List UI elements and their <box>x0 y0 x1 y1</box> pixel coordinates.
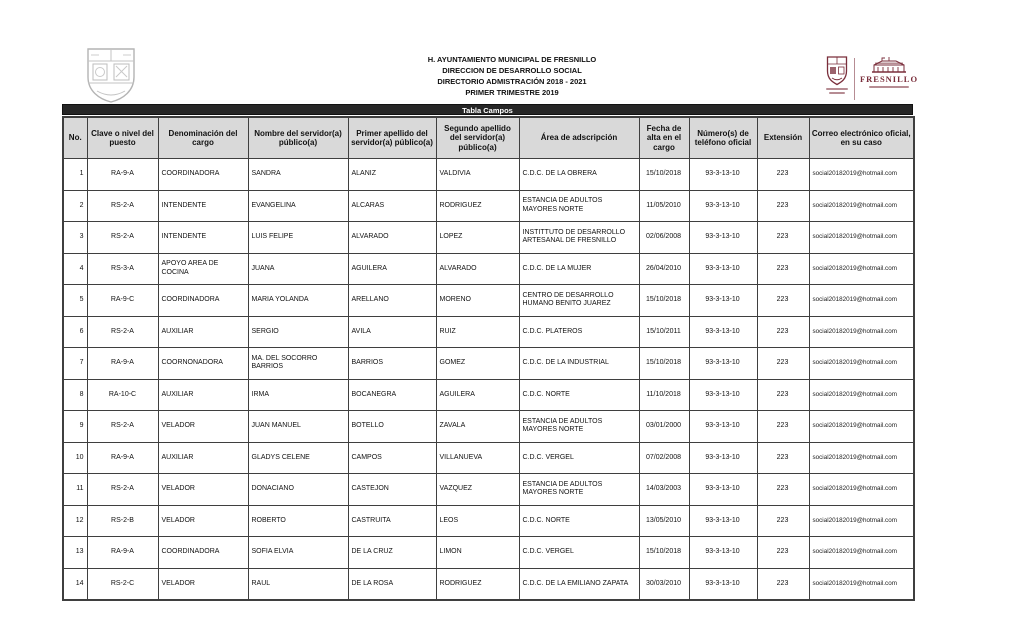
cell-no: 14 <box>63 568 87 600</box>
fresnillo-logo <box>860 56 918 88</box>
table-caption: Tabla Campos <box>62 104 913 115</box>
cell-denominacion: COORDINADORA <box>158 159 248 191</box>
cell-primer-apellido: ALANIZ <box>348 159 436 191</box>
cell-no: 3 <box>63 222 87 254</box>
cell-segundo-apellido: LOPEZ <box>436 222 519 254</box>
cell-denominacion: COORNONADORA <box>158 348 248 380</box>
cell-denominacion: VELADOR <box>158 568 248 600</box>
cell-primer-apellido: DE LA ROSA <box>348 568 436 600</box>
cell-telefono: 93-3-13-10 <box>689 537 757 569</box>
cell-primer-apellido: ALVARADO <box>348 222 436 254</box>
cell-telefono: 93-3-13-10 <box>689 568 757 600</box>
cell-telefono: 93-3-13-10 <box>689 253 757 285</box>
cell-denominacion: COORDINADORA <box>158 537 248 569</box>
cell-no: 11 <box>63 474 87 506</box>
cell-extension: 223 <box>757 253 809 285</box>
cell-nombre: MARIA YOLANDA <box>248 285 348 317</box>
column-header-primer-apellido: Primer apellido del servidor(a) público(a) <box>348 117 436 159</box>
cell-fecha: 11/05/2010 <box>639 190 689 222</box>
cell-area: INSTITTUTO DE DESARROLLO ARTESANAL DE FRESNILLO <box>519 222 639 254</box>
cell-primer-apellido: ARELLANO <box>348 285 436 317</box>
state-crest-caption-line-2 <box>829 92 845 94</box>
column-header-telefono: Número(s) de teléfono oficial <box>689 117 757 159</box>
logo-group <box>822 56 918 106</box>
column-header-correo: Correo electrónico oficial, en su caso <box>809 117 914 159</box>
cell-denominacion: AUXILIAR <box>158 379 248 411</box>
cell-clave: RS-3-A <box>87 253 158 285</box>
cell-nombre: MA. DEL SOCORRO BARRIOS <box>248 348 348 380</box>
directory-table-wrap <box>62 104 913 601</box>
cell-nombre: SOFIA ELVIA <box>248 537 348 569</box>
cell-area: C.D.C. PLATEROS <box>519 316 639 348</box>
cell-extension: 223 <box>757 159 809 191</box>
cell-no: 7 <box>63 348 87 380</box>
cell-extension: 223 <box>757 442 809 474</box>
table-row <box>63 253 914 285</box>
cell-correo: social20182019@hotmail.com <box>809 474 914 506</box>
cell-extension: 223 <box>757 285 809 317</box>
table-row <box>63 537 914 569</box>
cell-no: 5 <box>63 285 87 317</box>
cell-area: CENTRO DE DESARROLLO HUMANO BENITO JUAREZ <box>519 285 639 317</box>
cell-segundo-apellido: VILLANUEVA <box>436 442 519 474</box>
cell-extension: 223 <box>757 222 809 254</box>
cell-telefono: 93-3-13-10 <box>689 190 757 222</box>
cell-no: 10 <box>63 442 87 474</box>
cell-telefono: 93-3-13-10 <box>689 442 757 474</box>
cell-denominacion: VELADOR <box>158 411 248 443</box>
table-row <box>63 348 914 380</box>
cell-correo: social20182019@hotmail.com <box>809 442 914 474</box>
cell-area: ESTANCIA DE ADULTOS MAYORES NORTE <box>519 411 639 443</box>
cell-telefono: 93-3-13-10 <box>689 222 757 254</box>
cell-area: C.D.C. VERGEL <box>519 537 639 569</box>
cell-correo: social20182019@hotmail.com <box>809 316 914 348</box>
cell-primer-apellido: BOCANEGRA <box>348 379 436 411</box>
table-row <box>63 190 914 222</box>
cell-extension: 223 <box>757 348 809 380</box>
cell-correo: social20182019@hotmail.com <box>809 568 914 600</box>
cell-fecha: 26/04/2010 <box>639 253 689 285</box>
cell-primer-apellido: AVILA <box>348 316 436 348</box>
cell-denominacion: APOYO AREA DE COCINA <box>158 253 248 285</box>
fresnillo-wordmark: FRESNILLO <box>859 74 919 84</box>
cell-fecha: 02/06/2008 <box>639 222 689 254</box>
cell-segundo-apellido: LEOS <box>436 505 519 537</box>
column-header-segundo-apellido: Segundo apellido del servidor(a) público(a) <box>436 117 519 159</box>
cell-segundo-apellido: RODRIGUEZ <box>436 568 519 600</box>
cell-denominacion: VELADOR <box>158 505 248 537</box>
municipal-crest-outline-icon <box>85 47 137 110</box>
cell-extension: 223 <box>757 411 809 443</box>
cell-area: C.D.C. DE LA EMILIANO ZAPATA <box>519 568 639 600</box>
table-row <box>63 316 914 348</box>
cell-nombre: IRMA <box>248 379 348 411</box>
cell-extension: 223 <box>757 316 809 348</box>
state-crest-caption-line <box>826 88 848 90</box>
cell-correo: social20182019@hotmail.com <box>809 379 914 411</box>
cell-clave: RS-2-A <box>87 474 158 506</box>
cell-fecha: 07/02/2008 <box>639 442 689 474</box>
cell-denominacion: INTENDENTE <box>158 190 248 222</box>
cell-primer-apellido: ALCARAS <box>348 190 436 222</box>
cell-correo: social20182019@hotmail.com <box>809 285 914 317</box>
cell-area: ESTANCIA DE ADULTOS MAYORES NORTE <box>519 190 639 222</box>
document-title-block <box>262 54 762 98</box>
cell-segundo-apellido: VALDIVIA <box>436 159 519 191</box>
cell-nombre: RAUL <box>248 568 348 600</box>
cell-clave: RS-2-A <box>87 222 158 254</box>
cell-clave: RS-2-A <box>87 190 158 222</box>
cell-clave: RS-2-C <box>87 568 158 600</box>
cell-segundo-apellido: RUIZ <box>436 316 519 348</box>
column-header-nombre: Nombre del servidor(a) público(a) <box>248 117 348 159</box>
cell-primer-apellido: CASTEJON <box>348 474 436 506</box>
cell-no: 6 <box>63 316 87 348</box>
table-row <box>63 379 914 411</box>
cell-clave: RA-9-A <box>87 348 158 380</box>
cell-segundo-apellido: RODRIGUEZ <box>436 190 519 222</box>
cell-fecha: 13/05/2010 <box>639 505 689 537</box>
cell-no: 4 <box>63 253 87 285</box>
cell-no: 13 <box>63 537 87 569</box>
cell-nombre: SERGIO <box>248 316 348 348</box>
cell-nombre: DONACIANO <box>248 474 348 506</box>
cell-telefono: 93-3-13-10 <box>689 474 757 506</box>
column-header-fecha: Fecha de alta en el cargo <box>639 117 689 159</box>
cell-nombre: GLADYS CELENE <box>248 442 348 474</box>
cell-clave: RS-2-B <box>87 505 158 537</box>
cell-telefono: 93-3-13-10 <box>689 505 757 537</box>
cell-denominacion: AUXILIAR <box>158 316 248 348</box>
cell-correo: social20182019@hotmail.com <box>809 411 914 443</box>
cell-correo: social20182019@hotmail.com <box>809 222 914 254</box>
cell-clave: RS-2-A <box>87 411 158 443</box>
cell-fecha: 15/10/2018 <box>639 348 689 380</box>
cell-nombre: EVANGELINA <box>248 190 348 222</box>
cell-correo: social20182019@hotmail.com <box>809 159 914 191</box>
cell-fecha: 14/03/2003 <box>639 474 689 506</box>
cell-area: C.D.C. VERGEL <box>519 442 639 474</box>
table-row <box>63 505 914 537</box>
table-row <box>63 568 914 600</box>
cell-extension: 223 <box>757 379 809 411</box>
cell-clave: RA-9-A <box>87 537 158 569</box>
cell-extension: 223 <box>757 190 809 222</box>
state-crest-icon <box>822 56 851 94</box>
title-line-direction: DIRECCION DE DESARROLLO SOCIAL <box>442 66 582 75</box>
cell-segundo-apellido: ZAVALA <box>436 411 519 443</box>
column-header-denominacion: Denominación del cargo <box>158 117 248 159</box>
cell-no: 1 <box>63 159 87 191</box>
cell-telefono: 93-3-13-10 <box>689 159 757 191</box>
cell-correo: social20182019@hotmail.com <box>809 253 914 285</box>
cell-correo: social20182019@hotmail.com <box>809 537 914 569</box>
cell-denominacion: VELADOR <box>158 474 248 506</box>
table-row <box>63 474 914 506</box>
cell-no: 2 <box>63 190 87 222</box>
cell-telefono: 93-3-13-10 <box>689 411 757 443</box>
cell-fecha: 03/01/2000 <box>639 411 689 443</box>
cell-nombre: SANDRA <box>248 159 348 191</box>
cell-fecha: 11/10/2018 <box>639 379 689 411</box>
header-row <box>63 117 914 159</box>
table-body <box>63 159 914 601</box>
cell-segundo-apellido: ALVARADO <box>436 253 519 285</box>
cell-area: C.D.C. DE LA MUJER <box>519 253 639 285</box>
column-header-clave: Clave o nivel del puesto <box>87 117 158 159</box>
table-row <box>63 222 914 254</box>
fresnillo-caption-line <box>869 86 909 88</box>
cell-clave: RS-2-A <box>87 316 158 348</box>
cell-area: ESTANCIA DE ADULTOS MAYORES NORTE <box>519 474 639 506</box>
cell-area: C.D.C. NORTE <box>519 505 639 537</box>
cell-clave: RA-10-C <box>87 379 158 411</box>
cell-segundo-apellido: AGUILERA <box>436 379 519 411</box>
cell-fecha: 30/03/2010 <box>639 568 689 600</box>
title-line-institution: H. AYUNTAMIENTO MUNICIPAL DE FRESNILLO <box>427 55 597 64</box>
title-line-directory: DIRECTORIO ADMISTRACIÓN 2018 - 2021 <box>437 77 587 86</box>
cell-primer-apellido: BOTELLO <box>348 411 436 443</box>
cell-telefono: 93-3-13-10 <box>689 316 757 348</box>
cell-correo: social20182019@hotmail.com <box>809 505 914 537</box>
cell-area: C.D.C. DE LA INDUSTRIAL <box>519 348 639 380</box>
table-row <box>63 411 914 443</box>
cell-nombre: JUANA <box>248 253 348 285</box>
cell-telefono: 93-3-13-10 <box>689 348 757 380</box>
table-row <box>63 442 914 474</box>
column-header-extension: Extensión <box>757 117 809 159</box>
cell-denominacion: INTENDENTE <box>158 222 248 254</box>
cell-fecha: 15/10/2011 <box>639 316 689 348</box>
fresnillo-building-icon <box>870 56 908 73</box>
logo-divider <box>854 58 855 100</box>
cell-telefono: 93-3-13-10 <box>689 285 757 317</box>
cell-fecha: 15/10/2018 <box>639 159 689 191</box>
cell-primer-apellido: DE LA CRUZ <box>348 537 436 569</box>
cell-extension: 223 <box>757 474 809 506</box>
cell-area: C.D.C. DE LA OBRERA <box>519 159 639 191</box>
cell-clave: RA-9-A <box>87 159 158 191</box>
table-row <box>63 285 914 317</box>
cell-segundo-apellido: VAZQUEZ <box>436 474 519 506</box>
cell-clave: RA-9-C <box>87 285 158 317</box>
cell-nombre: JUAN MANUEL <box>248 411 348 443</box>
cell-primer-apellido: BARRIOS <box>348 348 436 380</box>
cell-extension: 223 <box>757 568 809 600</box>
directory-table <box>62 116 915 601</box>
cell-no: 9 <box>63 411 87 443</box>
title-line-trimester: PRIMER TRIMESTRE 2019 <box>465 88 559 97</box>
column-header-area: Área de adscripción <box>519 117 639 159</box>
cell-denominacion: COORDINADORA <box>158 285 248 317</box>
cell-fecha: 15/10/2018 <box>639 537 689 569</box>
cell-segundo-apellido: MORENO <box>436 285 519 317</box>
cell-telefono: 93-3-13-10 <box>689 379 757 411</box>
cell-extension: 223 <box>757 537 809 569</box>
cell-correo: social20182019@hotmail.com <box>809 190 914 222</box>
column-header-no: No. <box>63 117 87 159</box>
cell-clave: RA-9-A <box>87 442 158 474</box>
cell-denominacion: AUXILIAR <box>158 442 248 474</box>
cell-no: 12 <box>63 505 87 537</box>
cell-primer-apellido: AGUILERA <box>348 253 436 285</box>
cell-primer-apellido: CAMPOS <box>348 442 436 474</box>
cell-primer-apellido: CASTRUITA <box>348 505 436 537</box>
cell-correo: social20182019@hotmail.com <box>809 348 914 380</box>
cell-fecha: 15/10/2018 <box>639 285 689 317</box>
cell-no: 8 <box>63 379 87 411</box>
cell-nombre: LUIS FELIPE <box>248 222 348 254</box>
table-row <box>63 159 914 191</box>
cell-extension: 223 <box>757 505 809 537</box>
cell-segundo-apellido: LIMON <box>436 537 519 569</box>
cell-area: C.D.C. NORTE <box>519 379 639 411</box>
cell-nombre: ROBERTO <box>248 505 348 537</box>
cell-segundo-apellido: GOMEZ <box>436 348 519 380</box>
